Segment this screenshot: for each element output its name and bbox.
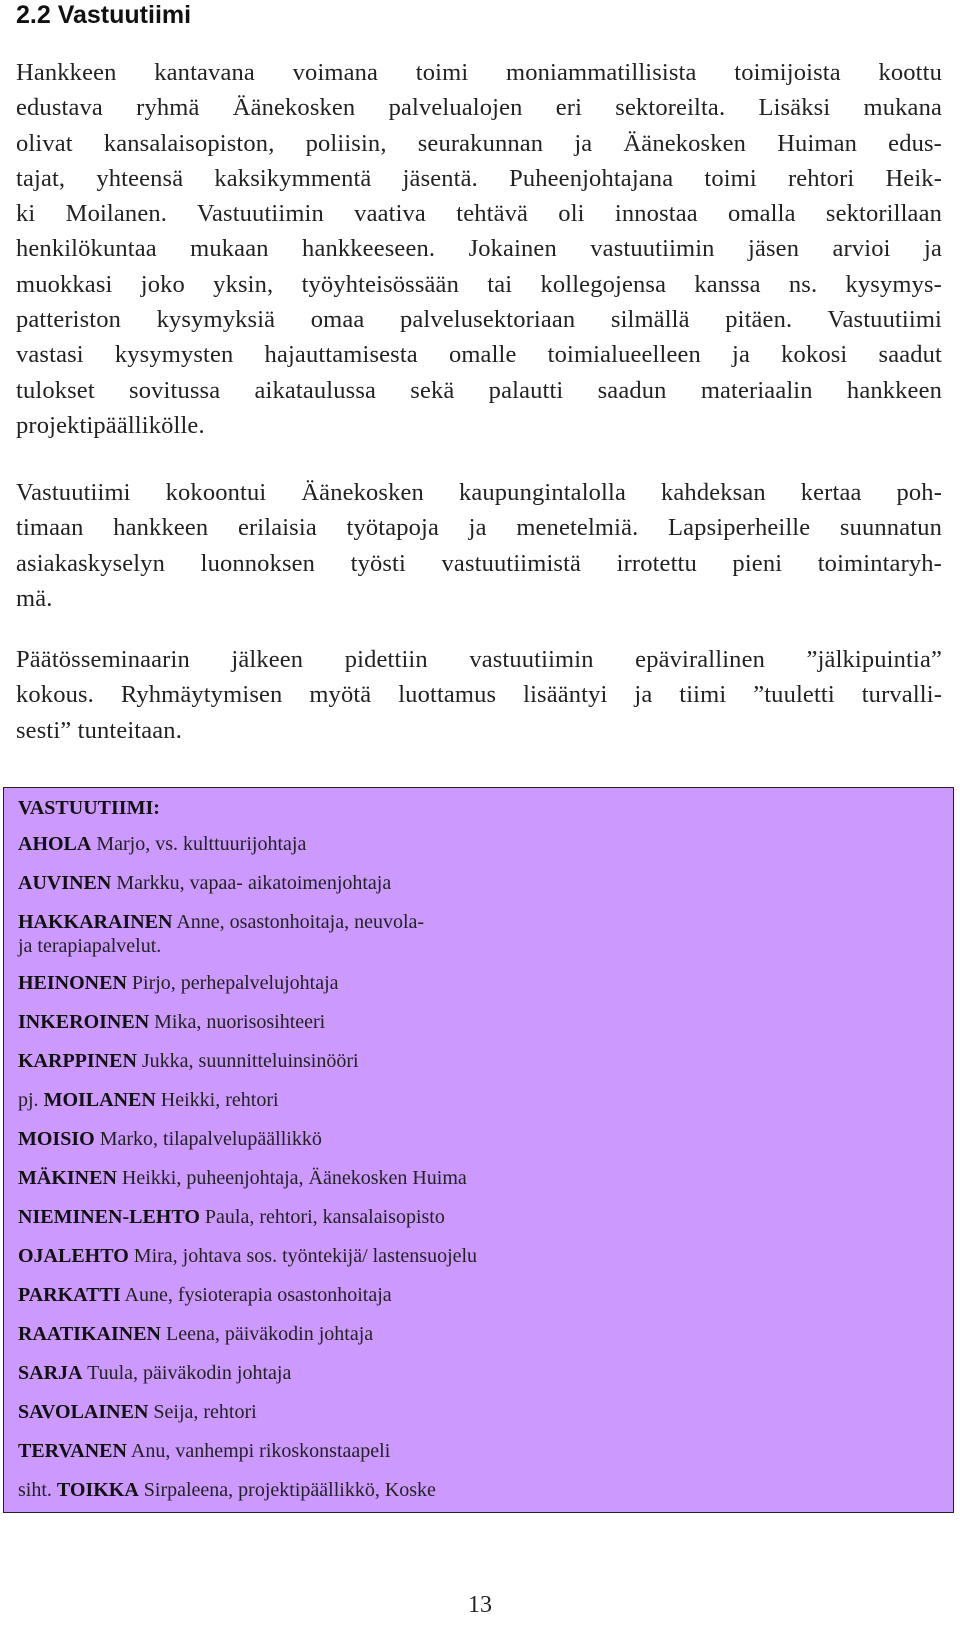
team-member xyxy=(18,1361,477,1385)
member-role-prefix: pj. xyxy=(18,1089,39,1111)
member-info: Mira, johtava sos. työntekijä/ lastensuojelu xyxy=(133,1245,478,1267)
team-member xyxy=(18,871,477,895)
text-line: sesti” tunteitaan. xyxy=(16,716,182,744)
paragraph-1 xyxy=(16,55,942,443)
team-member xyxy=(18,1478,477,1502)
member-info: Marko, tilapalvelupäällikkö xyxy=(99,1128,322,1150)
member-surname: INKEROINEN xyxy=(18,1011,150,1033)
team-member xyxy=(18,1439,477,1463)
member-surname: MOILANEN xyxy=(43,1089,156,1111)
text-line: muokkasi joko yksin, työyhteisössään tai kollegojensa kanssa ns. kysymys- xyxy=(16,270,942,298)
member-info: Jukka, suunnitteluinsinööri xyxy=(141,1050,359,1072)
text-line: henkilökuntaa mukaan hankkeeseen. Jokainen vastuutiimin jäsen arvioi ja xyxy=(16,235,942,263)
member-surname: AUVINEN xyxy=(18,872,112,894)
team-member xyxy=(18,1400,477,1424)
member-info: Anne, osastonhoitaja, neuvola- xyxy=(176,911,425,933)
text-line: timaan hankkeen erilaisia työtapoja ja menetelmiä. Lapsiperheille suunnatun xyxy=(16,514,942,542)
member-info: Aune, fysioterapia osastonhoitaja xyxy=(124,1284,392,1306)
team-member xyxy=(18,1088,477,1112)
member-info: Pirjo, perhepalvelujohtaja xyxy=(131,972,339,994)
team-member xyxy=(18,1049,477,1073)
member-info: Anu, vanhempi rikoskonstaapeli xyxy=(130,1440,391,1462)
member-surname: AHOLA xyxy=(18,833,92,855)
member-role-prefix: siht. xyxy=(18,1479,52,1501)
member-surname: SARJA xyxy=(18,1362,83,1384)
team-member xyxy=(18,1205,477,1229)
member-surname: SAVOLAINEN xyxy=(18,1401,149,1423)
member-surname: HAKKARAINEN xyxy=(18,911,173,933)
text-line: vastasi kysymysten hajauttamisesta omalle toimialueelleen ja kokosi saadut xyxy=(16,341,942,369)
team-member xyxy=(18,1283,477,1307)
member-info: Tuula, päiväkodin johtaja xyxy=(87,1362,292,1384)
member-info: Mika, nuorisosihteeri xyxy=(154,1011,326,1033)
member-surname: KARPPINEN xyxy=(18,1050,137,1072)
member-info: Paula, rehtori, kansalaisopisto xyxy=(204,1206,445,1228)
member-info-continued: ja terapiapalvelut. xyxy=(18,935,162,957)
member-surname: HEINONEN xyxy=(18,972,127,994)
team-member xyxy=(18,971,477,995)
team-member xyxy=(18,910,477,958)
member-info: Marjo, vs. kulttuurijohtaja xyxy=(96,833,307,855)
text-line: tajat, yhteensä kaksikymmentä jäsentä. Puheenjohtajana toimi rehtori Heik- xyxy=(16,164,942,192)
member-surname: RAATIKAINEN xyxy=(18,1323,161,1345)
text-line: mä. xyxy=(16,584,53,612)
member-surname: PARKATTI xyxy=(18,1284,121,1306)
text-line: Päätösseminaarin jälkeen pidettiin vastuutiimin epävirallinen ”jälkipuintia” xyxy=(16,646,942,673)
member-surname: TOIKKA xyxy=(56,1479,139,1501)
team-member xyxy=(18,832,477,856)
section-heading: 2.2 Vastuutiimi xyxy=(16,1,192,29)
team-title: VASTUUTIIMI: xyxy=(18,797,160,819)
text-line: ki Moilanen. Vastuutiimin vaativa tehtävä oli innostaa omalla sektorillaan xyxy=(16,200,942,228)
team-member xyxy=(18,1322,477,1346)
member-info: Heikki, rehtori xyxy=(160,1089,279,1111)
member-info: Leena, päiväkodin johtaja xyxy=(165,1323,374,1345)
member-surname: TERVANEN xyxy=(18,1440,127,1462)
member-info: Seija, rehtori xyxy=(153,1401,257,1423)
paragraph-3 xyxy=(16,642,942,748)
paragraph-2 xyxy=(16,475,942,616)
member-surname: MOISIO xyxy=(18,1128,95,1150)
text-line: projektipäällikölle. xyxy=(16,411,205,439)
team-member xyxy=(18,1244,477,1268)
text-line: edustava ryhmä Äänekosken palvelualojen eri sektoreilta. Lisäksi mukana xyxy=(16,94,942,122)
team-member xyxy=(18,1010,477,1034)
team-member-list xyxy=(18,832,477,1517)
text-line: tulokset sovitussa aikataulussa sekä palautti saadun materiaalin hankkeen xyxy=(16,376,942,404)
member-info: Heikki, puheenjohtaja, Äänekosken Huima xyxy=(121,1167,467,1189)
page-number: 13 xyxy=(468,1592,492,1618)
team-members-box xyxy=(3,787,954,1513)
text-line: olivat kansalaisopiston, poliisin, seurakunnan ja Äänekosken Huiman edus- xyxy=(16,129,942,157)
member-info: Sirpaleena, projektipäällikkö, Koske xyxy=(143,1479,436,1501)
member-surname: MÄKINEN xyxy=(18,1167,117,1189)
text-line: asiakaskyselyn luonnoksen työsti vastuutiimistä irrotettu pieni toimintaryh- xyxy=(16,549,942,577)
text-line: Hankkeen kantavana voimana toimi moniammatillisista toimijoista koottu xyxy=(16,59,942,86)
member-surname: OJALEHTO xyxy=(18,1245,129,1267)
team-member xyxy=(18,1127,477,1151)
text-line: Vastuutiimi kokoontui Äänekosken kaupungintalolla kahdeksan kertaa poh- xyxy=(16,479,942,506)
text-line: patteriston kysymyksiä omaa palvelusektoriaan silmällä pitäen. Vastuutiimi xyxy=(16,306,942,334)
team-member xyxy=(18,1166,477,1190)
member-info: Markku, vapaa- aikatoimenjohtaja xyxy=(116,872,392,894)
member-surname: NIEMINEN-LEHTO xyxy=(18,1206,200,1228)
text-line: kokous. Ryhmäytymisen myötä luottamus lisääntyi ja tiimi ”tuuletti turvalli- xyxy=(16,681,942,709)
